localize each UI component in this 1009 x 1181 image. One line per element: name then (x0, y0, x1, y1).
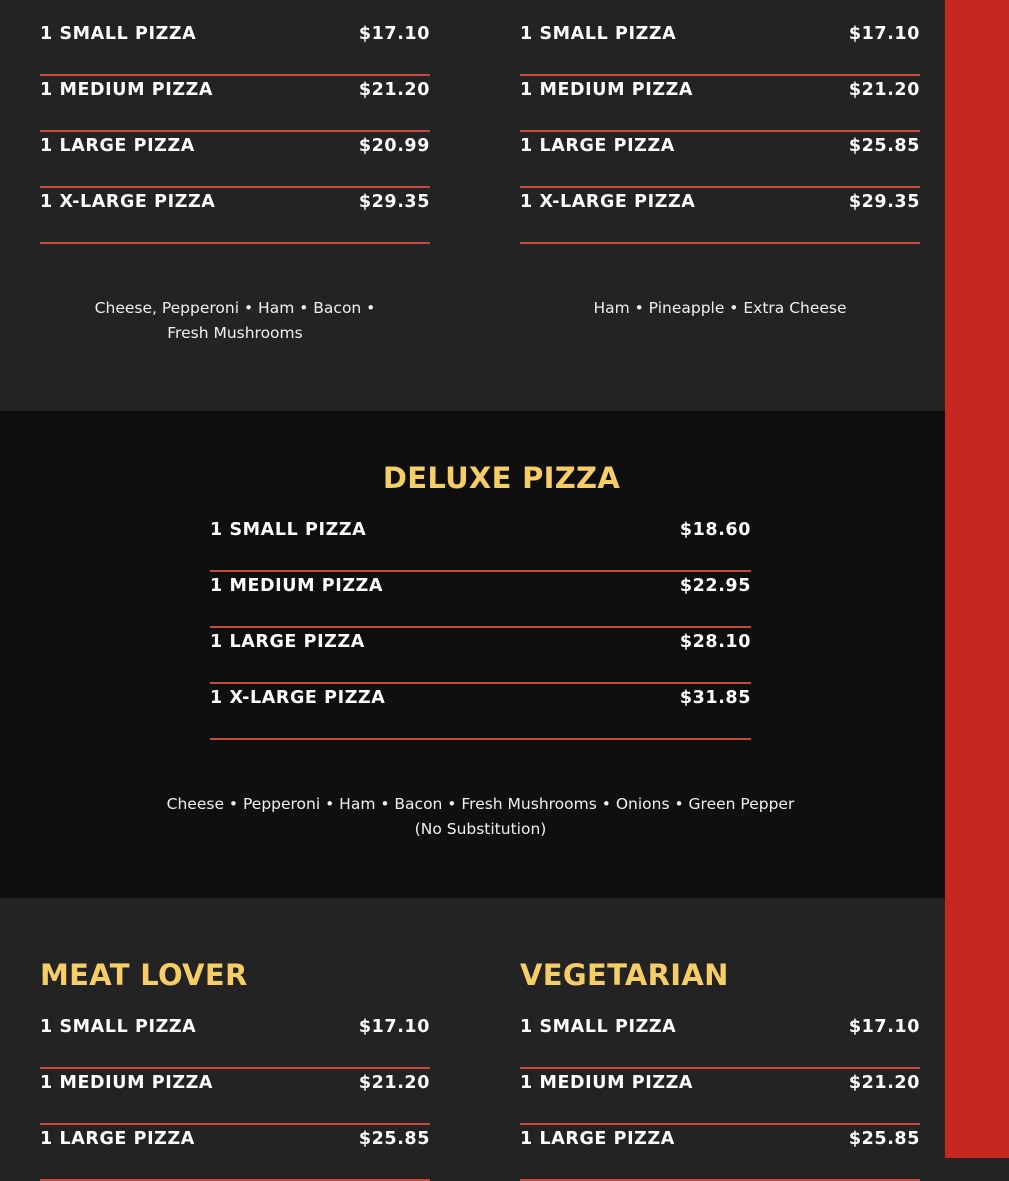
item-price: $18.60 (679, 520, 751, 540)
item-name: 1 X-LARGE PIZZA (520, 192, 696, 212)
item-price: $20.99 (358, 136, 430, 156)
item-price: $17.10 (358, 1017, 430, 1037)
price-row (40, 18, 430, 76)
toppings-description (40, 296, 430, 346)
price-row (520, 74, 920, 132)
item-price: $17.10 (848, 1017, 920, 1037)
price-row (520, 130, 920, 188)
menu-column-vegetarian (520, 898, 920, 1158)
item-name: 1 MEDIUM PIZZA (210, 576, 384, 596)
top-specialty-section (0, 0, 945, 411)
item-name: 1 MEDIUM PIZZA (520, 80, 694, 100)
menu-column-top-left (40, 0, 430, 411)
item-price: $29.35 (848, 192, 920, 212)
price-row (210, 682, 751, 740)
item-name: 1 SMALL PIZZA (40, 24, 197, 44)
toppings-line: Cheese, Pepperoni • Ham • Bacon • (94, 299, 376, 317)
item-price: $21.20 (848, 1073, 920, 1093)
section-title: VEGETARIAN (520, 958, 729, 992)
toppings-line: Ham • Pineapple • Extra Cheese (593, 299, 847, 317)
red-side-stripe (945, 0, 1009, 1158)
price-row (40, 74, 430, 132)
menu-column-meat-lover (40, 898, 430, 1158)
item-name: 1 LARGE PIZZA (210, 632, 365, 652)
item-price: $25.85 (848, 136, 920, 156)
item-name: 1 MEDIUM PIZZA (40, 1073, 214, 1093)
toppings-line: Cheese • Pepperoni • Ham • Bacon • Fresh Mushrooms • Onions • Green Pepper (166, 795, 795, 813)
item-price: $28.10 (679, 632, 751, 652)
price-row (210, 570, 751, 628)
section-title: MEAT LOVER (40, 958, 248, 992)
item-name: 1 LARGE PIZZA (520, 1129, 675, 1149)
item-name: 1 LARGE PIZZA (40, 1129, 195, 1149)
menu-column-top-right (520, 0, 920, 411)
item-name: 1 LARGE PIZZA (40, 136, 195, 156)
item-name: 1 MEDIUM PIZZA (520, 1073, 694, 1093)
item-name: 1 X-LARGE PIZZA (210, 688, 386, 708)
price-row (520, 18, 920, 76)
section-title: DELUXE PIZZA (382, 461, 621, 495)
price-row (520, 1123, 920, 1181)
item-price: $21.20 (848, 80, 920, 100)
price-row (210, 626, 751, 684)
toppings-line: (No Substitution) (414, 820, 547, 838)
item-name: 1 SMALL PIZZA (520, 1017, 677, 1037)
item-name: 1 SMALL PIZZA (520, 24, 677, 44)
item-price: $25.85 (848, 1129, 920, 1149)
item-price: $21.20 (358, 1073, 430, 1093)
price-row (40, 130, 430, 188)
item-name: 1 X-LARGE PIZZA (40, 192, 216, 212)
price-row (210, 514, 751, 572)
item-price: $21.20 (358, 80, 430, 100)
toppings-description (520, 296, 920, 321)
item-price: $29.35 (358, 192, 430, 212)
item-name: 1 MEDIUM PIZZA (40, 80, 214, 100)
item-price: $31.85 (679, 688, 751, 708)
item-name: 1 SMALL PIZZA (40, 1017, 197, 1037)
price-row (520, 1067, 920, 1125)
item-name: 1 SMALL PIZZA (210, 520, 367, 540)
item-price: $25.85 (358, 1129, 430, 1149)
price-row (520, 186, 920, 244)
item-price: $17.10 (848, 24, 920, 44)
price-row (40, 1123, 430, 1181)
price-row (40, 186, 430, 244)
price-row (40, 1011, 430, 1069)
toppings-line: Fresh Mushrooms (167, 324, 303, 342)
toppings-description (0, 792, 961, 842)
price-row (40, 1067, 430, 1125)
deluxe-pizza-section (0, 411, 945, 898)
item-price: $17.10 (358, 24, 430, 44)
price-row (520, 1011, 920, 1069)
item-name: 1 LARGE PIZZA (520, 136, 675, 156)
item-price: $22.95 (679, 576, 751, 596)
bottom-specialty-section (0, 898, 945, 1158)
